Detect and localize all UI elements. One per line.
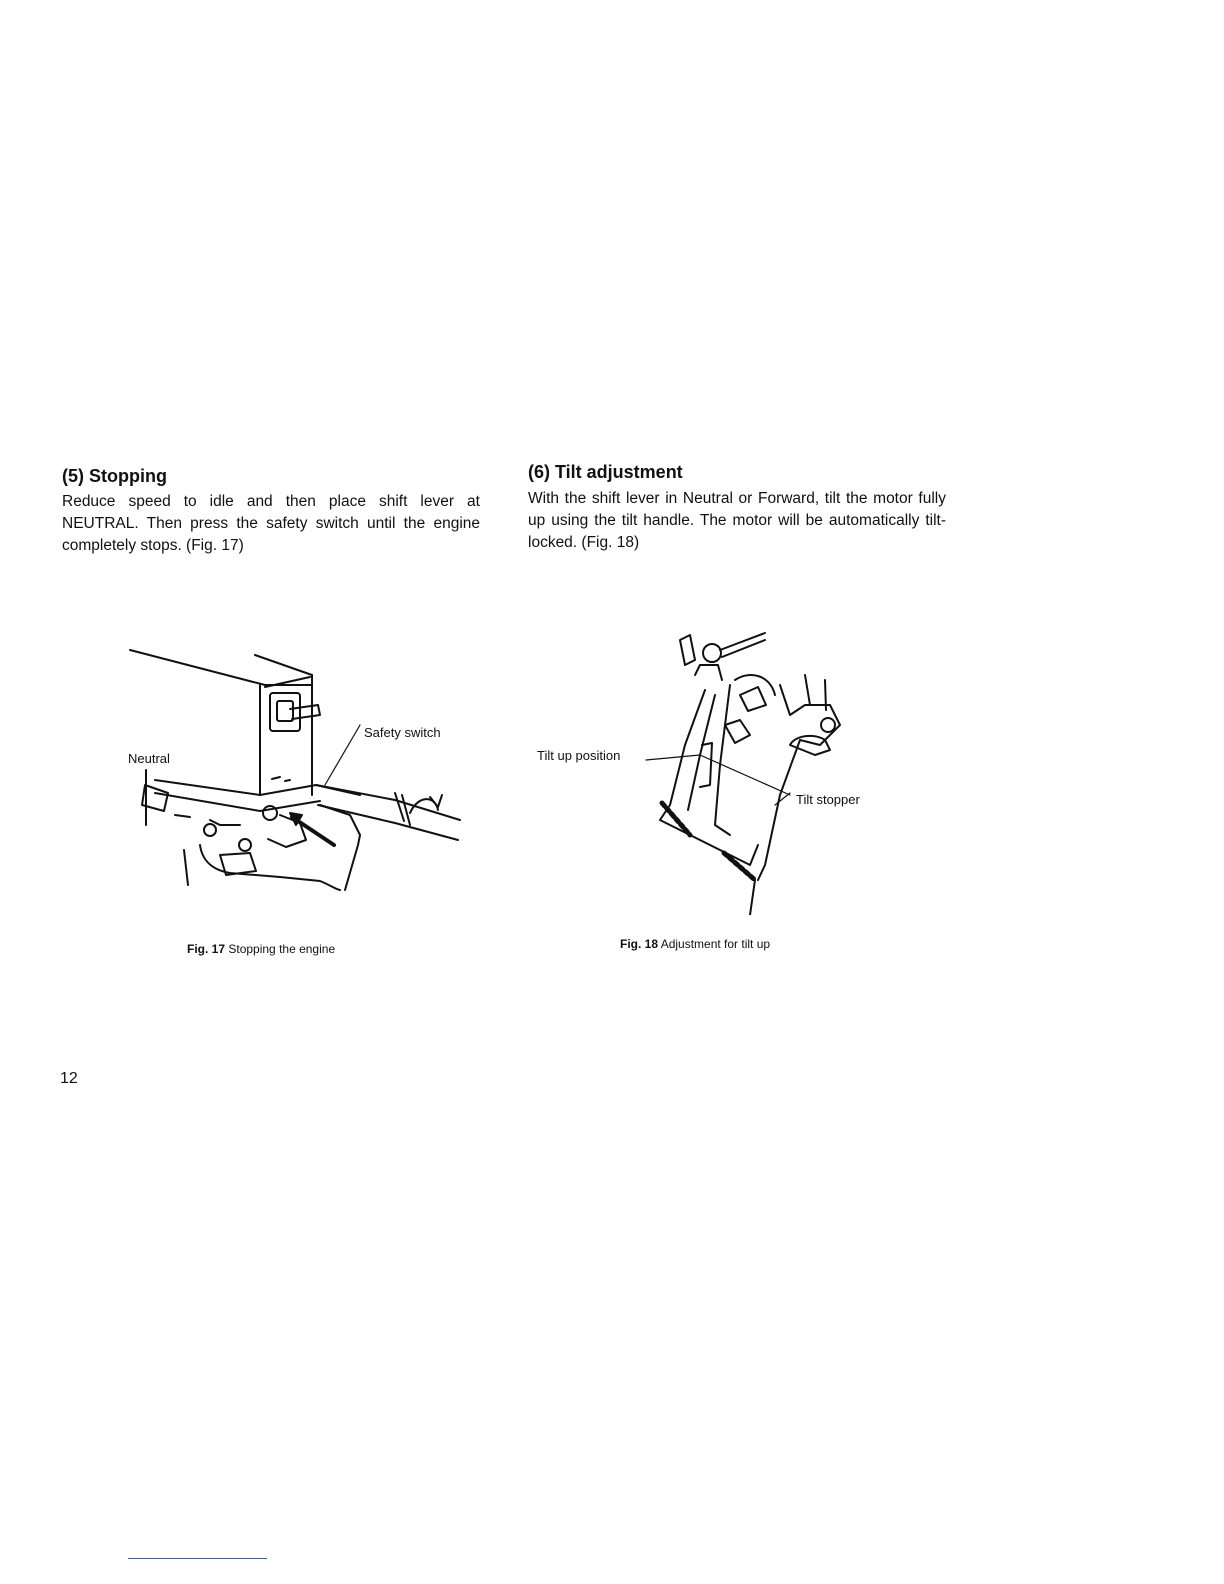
section-6-heading: (6) Tilt adjustment (528, 462, 683, 482)
fig-18-callout-tilt-stopper: Tilt stopper (796, 792, 860, 807)
fig-17-callout-safety-switch: Safety switch (364, 725, 441, 740)
fig-18-callout-tilt-up-position: Tilt up position (537, 748, 621, 763)
fig-17-callout-neutral: Neutral (128, 751, 170, 766)
fig-18-label: Fig. 18 (620, 937, 659, 951)
fig-18-caption-text: Adjustment for tilt up (660, 937, 771, 951)
footer-link-rule (128, 1558, 267, 1559)
fig-17-caption-text: Stopping the engine (228, 942, 336, 956)
section-5-body: Reduce speed to idle and then place shift lever at NEUTRAL. Then press the safety switch until the engine completely stops. (Fig. 17) (62, 493, 480, 554)
fig-17-illustration (120, 645, 465, 895)
section-6-body: With the shift lever in Neutral or Forward, tilt the motor fully up using the tilt handle. The motor will be automatically tilt-locked. (Fig. 18) (528, 490, 946, 551)
fig-17-caption (187, 942, 335, 956)
page-number: 12 (60, 1070, 78, 1087)
fig-18-caption (620, 937, 770, 951)
section-5-heading: (5) Stopping (62, 466, 167, 486)
fig-17-label: Fig. 17 (187, 942, 226, 956)
fig-18-illustration (640, 625, 850, 915)
